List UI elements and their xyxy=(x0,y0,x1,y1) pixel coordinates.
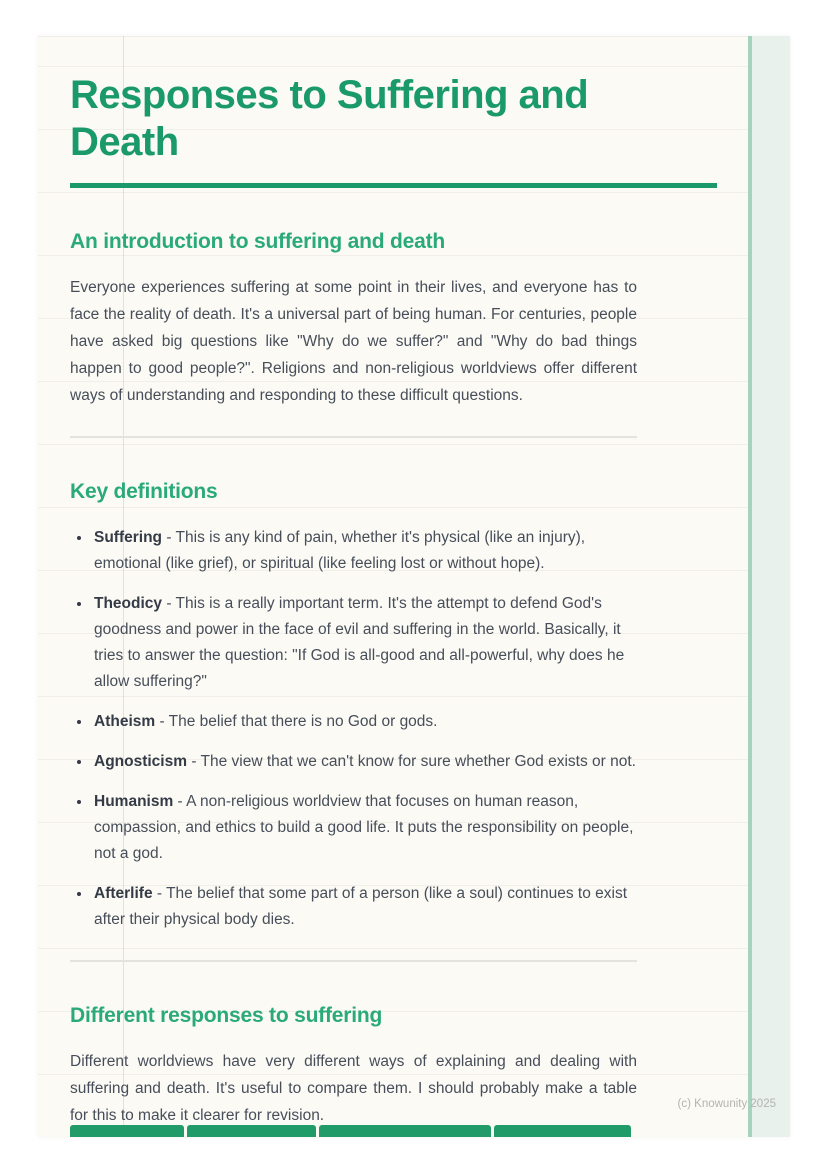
intro-paragraph: Everyone experiences suffering at some point in their lives, and everyone has to face the reality of death. It's a universal part of being human. For centuries, people have asked big questions like "Why do we suffer?" and "Why do bad things happen to good people?". Religions and non-religious worldviews offer different ways of understanding and responding to these difficult questions. xyxy=(70,278,637,404)
definitions-list xyxy=(70,524,637,933)
document-page xyxy=(38,36,790,1137)
list-item xyxy=(92,708,637,735)
table-header-cell xyxy=(70,1125,184,1137)
title-underline-rule xyxy=(70,183,717,188)
term-separator: - xyxy=(187,752,201,770)
definition-term: Afterlife xyxy=(94,884,153,902)
section-heading-responses: Different responses to suffering xyxy=(70,1003,383,1027)
copyright-notice: (c) Knowunity 2025 xyxy=(677,1098,776,1110)
table-header-cell xyxy=(187,1125,316,1137)
section-divider xyxy=(70,436,637,438)
list-item xyxy=(92,880,637,933)
definition-term: Suffering xyxy=(94,528,163,546)
term-separator: - xyxy=(155,712,169,730)
page-title: Responses to Suffering and Death xyxy=(70,73,589,164)
table-header-cell xyxy=(319,1125,491,1137)
list-item xyxy=(92,788,637,867)
definition-term: Theodicy xyxy=(94,594,163,612)
definition-text: The belief that there is no God or gods. xyxy=(168,712,438,730)
page-content xyxy=(70,72,637,1129)
comparison-table-header-stub xyxy=(70,1125,631,1137)
list-item xyxy=(92,524,637,577)
section-heading-intro: An introduction to suffering and death xyxy=(70,229,446,253)
section-heading-key-definitions: Key definitions xyxy=(70,479,218,503)
list-item xyxy=(92,590,637,695)
definition-term: Humanism xyxy=(94,792,174,810)
term-separator: - xyxy=(162,594,176,612)
list-item xyxy=(92,748,637,775)
section-divider xyxy=(70,960,637,962)
term-separator: - xyxy=(173,792,187,810)
definition-text: The view that we can't know for sure whether God exists or not. xyxy=(200,752,636,770)
definition-text: This is a really important term. It's the attempt to defend God's goodness and power in the face of evil and suffering in the world. Basically, it tries to answer the question: "If God is all-good and all-powerful, why does he allow suffering?" xyxy=(94,594,625,690)
responses-paragraph: Different worldviews have very different ways of explaining and dealing with suffering and death. It's useful to compare them. I should probably make a table for this to make it clearer for revision. xyxy=(70,1052,637,1124)
definition-term: Atheism xyxy=(94,712,156,730)
term-separator: - xyxy=(152,884,167,902)
definition-text: This is any kind of pain, whether it's physical (like an injury), emotional (like grief), or spiritual (like feeling lost or without hope). xyxy=(94,528,586,572)
table-header-cell xyxy=(494,1125,631,1137)
definition-text: The belief that some part of a person (like a soul) continues to exist after their physical body dies. xyxy=(94,884,628,928)
term-separator: - xyxy=(162,528,176,546)
page-side-strip xyxy=(748,36,790,1137)
definition-text: A non-religious worldview that focuses on human reason, compassion, and ethics to build a good life. It puts the responsibility on people, not a god. xyxy=(94,792,634,862)
definition-term: Agnosticism xyxy=(94,752,188,770)
